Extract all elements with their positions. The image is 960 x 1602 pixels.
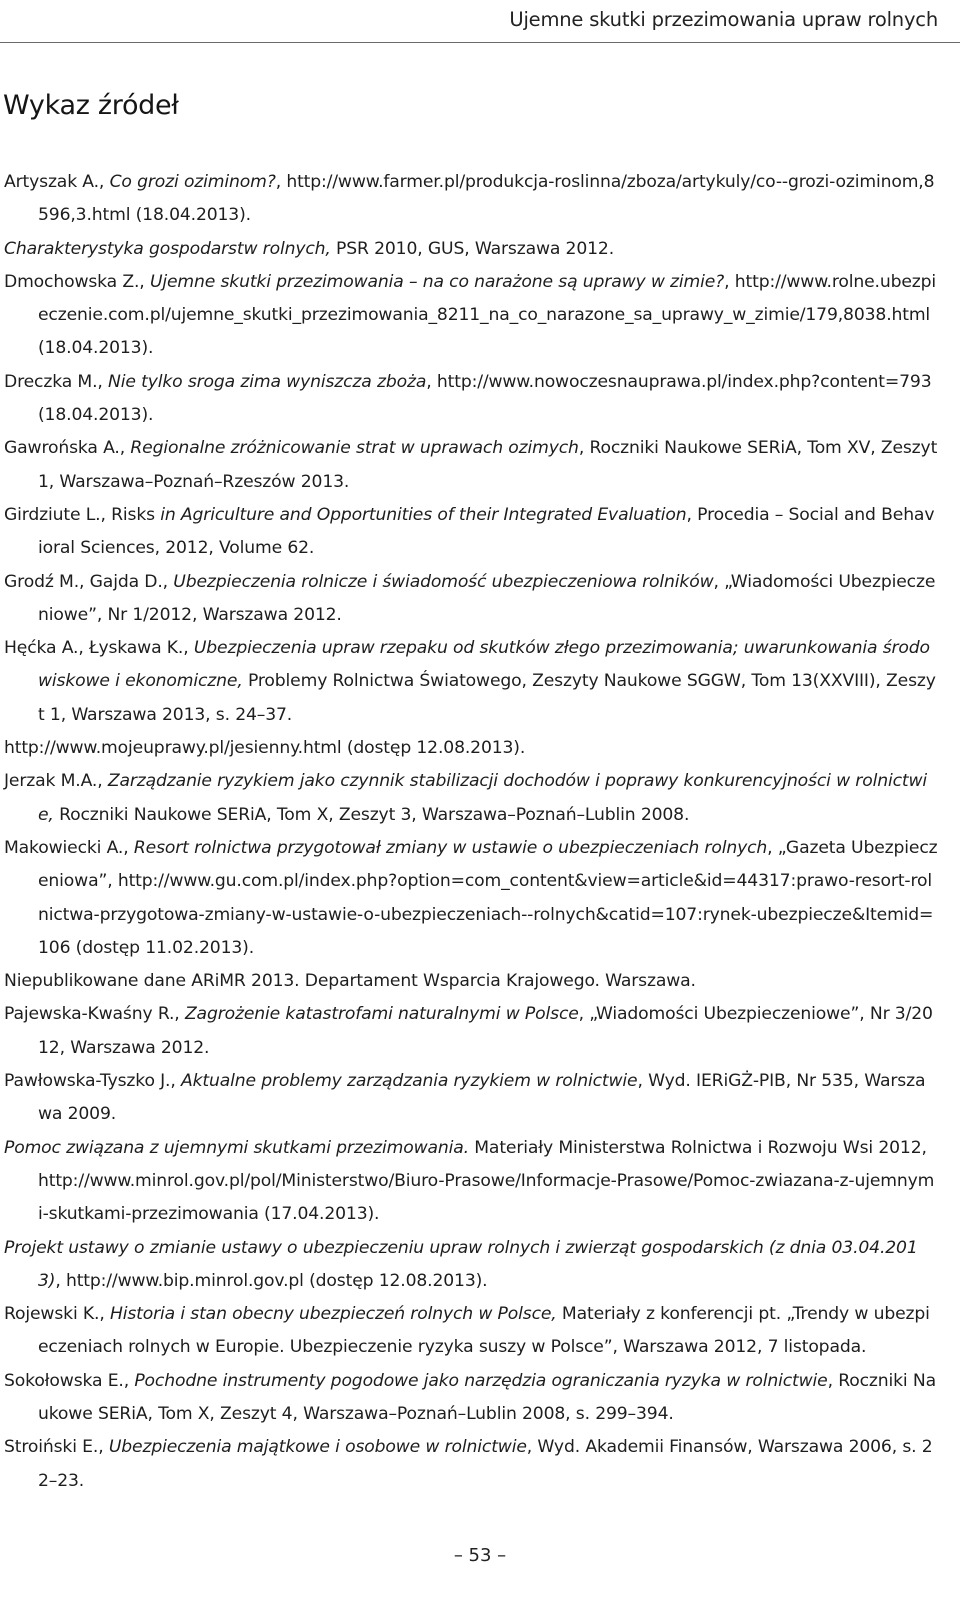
reference-authors: Dmochowska Z., — [4, 271, 150, 292]
reference-title: Ubezpieczenia upraw rzepaku od skutków złego przezimowania; uwarunkowania środowiskowe i ekonomiczne, — [38, 638, 930, 692]
reference-item — [4, 1232, 938, 1299]
reference-details: Problemy Rolnictwa Światowego, Zeszyty Naukowe SGGW, Tom 13(XXVIII), Zeszyt 1, Warszawa 2013, s. 24–37. — [38, 671, 936, 725]
reference-item — [4, 266, 938, 366]
reference-title: Historia i stan obecny ubezpieczeń rolnych w Polsce, — [109, 1304, 557, 1325]
reference-title: Pochodne instrumenty pogodowe jako narzędzia ograniczania ryzyka w rolnictwie — [134, 1370, 828, 1391]
reference-title: Zarządzanie ryzykiem jako czynnik stabilizacji dochodów i poprawy konkurencyjności w rolnictwie, — [38, 771, 928, 825]
reference-authors: Hęćka A., Łyskawa K., — [4, 638, 194, 659]
reference-details: , Wyd. Akademii Finansów, Warszawa 2006, s. 22–23. — [38, 1437, 933, 1491]
reference-item — [4, 432, 938, 499]
reference-item — [4, 366, 938, 433]
reference-details: PSR 2010, GUS, Warszawa 2012. — [330, 238, 615, 259]
reference-item — [4, 233, 938, 266]
reference-details: Roczniki Naukowe SERiA, Tom X, Zeszyt 3, Warszawa–Poznań–Lublin 2008. — [53, 804, 690, 825]
reference-title: Ubezpieczenia majątkowe i osobowe w rolnictwie — [108, 1437, 527, 1458]
reference-item — [4, 998, 938, 1065]
reference-list — [4, 166, 938, 1498]
reference-title: in Agriculture and Opportunities of their Integrated Evaluation — [160, 504, 687, 525]
page-title: Wykaz źródeł — [3, 90, 179, 121]
reference-authors: Girdziute L., Risks — [4, 504, 161, 525]
reference-details: , http://www.bip.minrol.gov.pl (dostęp 12.08.2013). — [55, 1270, 488, 1291]
reference-item — [4, 1365, 938, 1432]
reference-authors: Grodź M., Gajda D., — [4, 571, 174, 592]
reference-authors: Pawłowska-Tyszko J., — [4, 1071, 181, 1092]
reference-title: Resort rolnictwa przygotował zmiany w ustawie o ubezpieczeniach rolnych — [133, 837, 768, 858]
reference-details: , Procedia – Social and Behavioral Sciences, 2012, Volume 62. — [38, 504, 935, 559]
reference-details: Materiały z konferencji pt. „Trendy w ubezpieczeniach rolnych w Europie. Ubezpieczenie ryzyka suszy w Polsce”, Warszawa 2012, 7 listopada. — [38, 1304, 930, 1358]
reference-item — [4, 166, 938, 233]
reference-item — [4, 566, 938, 633]
reference-details: , „Wiadomości Ubezpieczeniowe”, Nr 3/2012, Warszawa 2012. — [38, 1004, 933, 1058]
reference-authors: Gawrońska A., — [4, 438, 131, 459]
reference-title: Projekt ustawy o zmianie ustawy o ubezpieczeniu upraw rolnych i zwierząt gospodarskich (z dnia 03.04.2013) — [4, 1237, 918, 1291]
reference-title: Co grozi oziminom? — [109, 172, 276, 192]
page-number: – 53 – — [453, 1545, 507, 1566]
reference-details: , http://www.nowoczesnauprawa.pl/index.php?content=793 (18.04.2013). — [38, 371, 932, 426]
reference-title: Charakterystyka gospodarstw rolnych, — [4, 238, 331, 259]
reference-item — [4, 732, 938, 765]
reference-authors: Pajewska-Kwaśny R., — [4, 1004, 185, 1025]
running-header: Ujemne skutki przezimowania upraw rolnych — [509, 8, 938, 31]
reference-title: Aktualne problemy zarządzania ryzykiem w rolnictwie — [181, 1071, 638, 1092]
reference-authors: Stroiński E., — [4, 1437, 109, 1458]
reference-authors: Rojewski K., — [4, 1304, 110, 1325]
reference-item — [4, 1132, 938, 1232]
reference-title: Pomoc związana z ujemnymi skutkami przezimowania. — [4, 1137, 469, 1158]
reference-authors: Sokołowska E., — [4, 1370, 135, 1391]
reference-item — [4, 1431, 938, 1498]
reference-item — [4, 832, 938, 965]
reference-title: Nie tylko sroga zima wyniszcza zboża — [108, 371, 427, 392]
reference-authors: http://www.mojeuprawy.pl/jesienny.html (dostęp 12.08.2013). — [4, 738, 526, 759]
header-divider — [0, 42, 960, 43]
reference-title: Zagrożenie katastrofami naturalnymi w Polsce — [184, 1004, 579, 1025]
reference-details: , „Gazeta Ubezpieczeniowa”, http://www.gu.com.pl/index.php?option=com_content&view=article&id=44317:prawo-resort-rolnictwa-przygotowa-zmiany-w-ustawie-o-ubezpieczeniach--rolnych&catid=107:rynek-ubezpiecze&Itemid=106 (dostęp 11.02.2013). — [38, 837, 938, 958]
reference-item — [4, 499, 938, 566]
reference-item — [4, 965, 938, 998]
reference-item — [4, 1065, 938, 1132]
reference-authors: Niepublikowane dane ARiMR 2013. Departament Wsparcia Krajowego. Warszawa. — [4, 971, 696, 992]
reference-item — [4, 1298, 938, 1365]
reference-details: , Roczniki Naukowe SERiA, Tom X, Zeszyt 4, Warszawa–Poznań–Lublin 2008, s. 299–394. — [38, 1370, 936, 1424]
reference-details: , Wyd. IERiGŻ-PIB, Nr 535, Warszawa 2009. — [38, 1071, 926, 1125]
reference-title: Ubezpieczenia rolnicze i świadomość ubezpieczeniowa rolników — [173, 571, 714, 592]
reference-details: , Roczniki Naukowe SERiA, Tom XV, Zeszyt 1, Warszawa–Poznań–Rzeszów 2013. — [38, 438, 938, 492]
reference-item — [4, 765, 938, 832]
reference-title: Regionalne zróżnicowanie strat w uprawach ozimych — [130, 438, 579, 459]
reference-authors: Jerzak M.A., — [4, 771, 108, 792]
reference-authors: Dreczka M., — [4, 371, 109, 392]
reference-details: , „Wiadomości Ubezpieczeniowe”, Nr 1/2012, Warszawa 2012. — [38, 571, 936, 625]
reference-item — [4, 632, 938, 732]
reference-authors: Makowiecki A., — [4, 837, 134, 858]
reference-details: , http://www.farmer.pl/produkcja-roslinna/zboza/artykuly/co--grozi-oziminom,8596,3.html (18.04.2013). — [38, 172, 935, 226]
reference-details: , http://www.rolne.ubezpieczenie.com.pl/ujemne_skutki_przezimowania_8211_na_co_narazone_sa_uprawy_w_zimie/179,8038.html (18.04.2013). — [38, 271, 937, 359]
reference-title: Ujemne skutki przezimowania – na co narażone są uprawy w zimie? — [149, 271, 725, 292]
reference-details: Materiały Ministerstwa Rolnictwa i Rozwoju Wsi 2012, http://www.minrol.gov.pl/pol/Ministerstwo/Biuro-Prasowe/Informacje-Prasowe/Pomoc-zwiazana-z-ujemnymi-skutkami-przezimowania (17.04.2013). — [38, 1137, 935, 1225]
reference-authors: Artyszak A., — [4, 172, 110, 192]
